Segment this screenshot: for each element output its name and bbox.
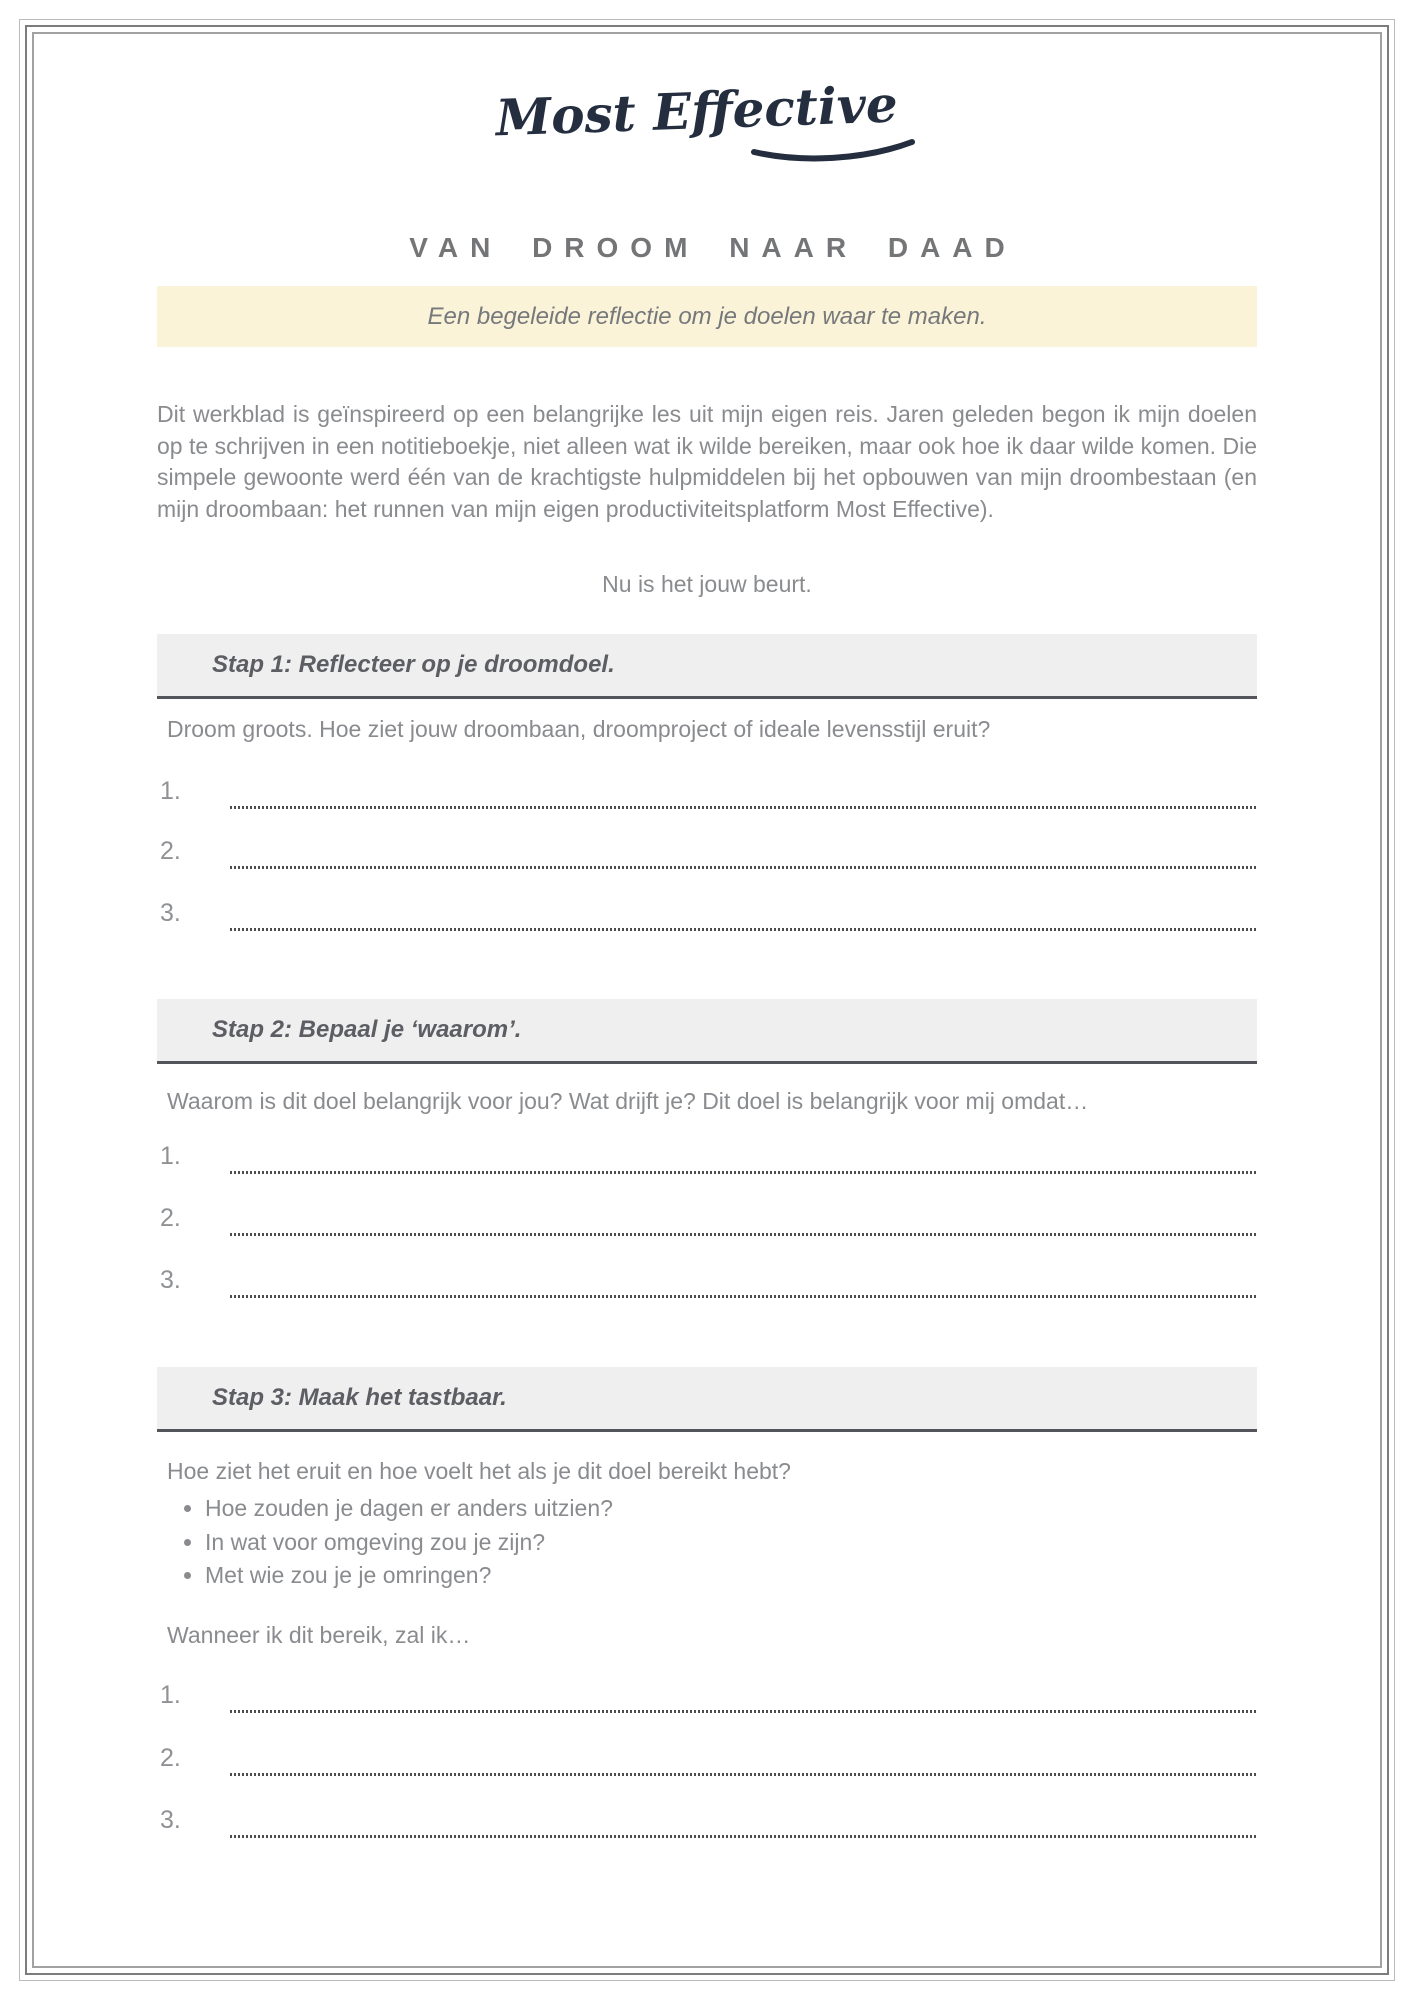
write-line bbox=[230, 928, 1257, 931]
page-content bbox=[157, 0, 1257, 2000]
bullet-text: In wat voor omgeving zou je zijn? bbox=[205, 1528, 546, 1555]
write-line bbox=[230, 806, 1257, 809]
write-line-row bbox=[157, 1142, 1257, 1182]
bullet-item bbox=[205, 1526, 1205, 1560]
write-line-row bbox=[157, 1204, 1257, 1244]
write-line-row bbox=[157, 777, 1257, 817]
step3-prompt: Wanneer ik dit bereik, zal ik… bbox=[167, 1622, 471, 1648]
line-number: 2. bbox=[160, 1744, 181, 1772]
write-line bbox=[230, 1835, 1257, 1838]
bullet-item bbox=[205, 1492, 1205, 1526]
write-line bbox=[230, 1710, 1257, 1713]
brand-logo bbox=[157, 60, 1257, 175]
step1-header bbox=[157, 634, 1257, 699]
subtitle-text: Een begeleide reflectie om je doelen waar te maken. bbox=[427, 303, 987, 330]
bullet-text: Met wie zou je je omringen? bbox=[205, 1562, 492, 1588]
line-number: 3. bbox=[160, 899, 181, 927]
write-line-row bbox=[157, 1266, 1257, 1306]
write-line bbox=[230, 1295, 1257, 1298]
step1-heading: Stap 1: Reflecteer op je droomdoel. bbox=[212, 651, 615, 678]
step2-header bbox=[157, 999, 1257, 1064]
line-number: 3. bbox=[160, 1266, 181, 1294]
brand-wordmark: Most Effective bbox=[494, 74, 899, 148]
line-number: 2. bbox=[160, 837, 181, 865]
step3-question: Hoe ziet het eruit en hoe voelt het als je dit doel bereikt hebt? bbox=[167, 1458, 791, 1484]
step3-bullet-list bbox=[179, 1492, 1205, 1593]
bullet-item bbox=[205, 1559, 1205, 1593]
write-line bbox=[230, 866, 1257, 869]
line-number: 1. bbox=[160, 777, 181, 805]
line-number: 3. bbox=[160, 1806, 181, 1834]
write-line bbox=[230, 1233, 1257, 1236]
step1-question: Droom groots. Hoe ziet jouw droombaan, droomproject of ideale levensstijl eruit? bbox=[167, 716, 991, 742]
turn-line: Nu is het jouw beurt. bbox=[602, 571, 812, 597]
intro-paragraph: Dit werkblad is geïnspireerd op een belangrijke les uit mijn eigen reis. Jaren geleden begon ik mijn doelen op te schrijven in een notitieboekje, niet alleen wat ik wilde bereiken, maar ook hoe ik daar wilde komen. Die simpele gewoonte werd één van de krachtigste hulpmiddelen bij het opbouwen van mijn droombestaan (en mijn droombaan: het runnen van mijn eigen productiviteitsplatform Most Effective). bbox=[157, 401, 1257, 522]
line-number: 1. bbox=[160, 1142, 181, 1170]
line-number: 2. bbox=[160, 1204, 181, 1232]
step2-question: Waarom is dit doel belangrijk voor jou? Wat drijft je? Dit doel is belangrijk voor mij omdat… bbox=[167, 1088, 1089, 1114]
step3-header bbox=[157, 1367, 1257, 1432]
write-line-row bbox=[157, 1681, 1257, 1721]
bullet-text: Hoe zouden je dagen er anders uitzien? bbox=[205, 1495, 613, 1521]
page-title: VAN DROOM NAAR DAAD bbox=[409, 232, 1017, 263]
step2-heading: Stap 2: Bepaal je ‘waarom’. bbox=[212, 1016, 522, 1043]
write-line bbox=[230, 1773, 1257, 1776]
step3-heading: Stap 3: Maak het tastbaar. bbox=[212, 1384, 507, 1411]
write-line-row bbox=[157, 837, 1257, 877]
subtitle-banner bbox=[157, 286, 1257, 347]
line-number: 1. bbox=[160, 1681, 181, 1709]
write-line-row bbox=[157, 899, 1257, 939]
brand-logo-icon bbox=[492, 60, 922, 170]
write-line-row bbox=[157, 1806, 1257, 1846]
write-line-row bbox=[157, 1744, 1257, 1784]
logo-swash-icon bbox=[754, 142, 912, 158]
write-line bbox=[230, 1171, 1257, 1174]
